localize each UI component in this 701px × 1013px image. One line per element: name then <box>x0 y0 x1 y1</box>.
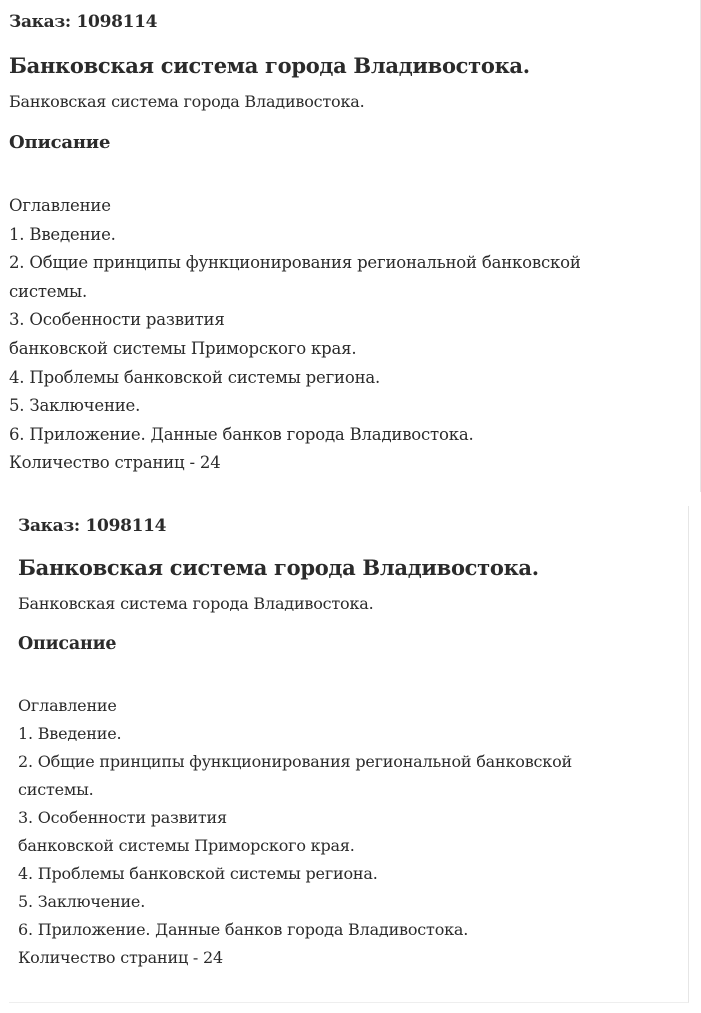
contents-line: банковской системы Приморского края. <box>9 338 357 358</box>
contents-line: банковской системы Приморского края. <box>18 836 355 855</box>
contents-line: 6. Приложение. Данные банков города Владивостока. <box>9 424 474 444</box>
order-title: Банковская система города Владивостока. <box>18 555 539 580</box>
contents-line: 2. Общие принципы функционирования региональной банковской <box>9 253 581 273</box>
order-card <box>0 0 701 492</box>
contents-line: Оглавление <box>18 696 117 715</box>
table-of-contents <box>18 692 572 972</box>
order-card <box>0 506 701 1013</box>
table-of-contents <box>9 192 581 478</box>
contents-line: 6. Приложение. Данные банков города Владивостока. <box>18 920 469 939</box>
page-count: Количество страниц - 24 <box>9 453 221 473</box>
order-number: Заказ: 1098114 <box>9 12 158 32</box>
description-heading: Описание <box>9 132 111 153</box>
order-number: Заказ: 1098114 <box>18 516 167 536</box>
contents-line: Оглавление <box>9 196 111 215</box>
contents-line: 5. Заключение. <box>9 396 141 416</box>
contents-line: системы. <box>18 780 94 799</box>
order-subtitle: Банковская система города Владивостока. <box>9 92 365 111</box>
contents-line: 1. Введение. <box>18 724 122 743</box>
contents-line: 1. Введение. <box>9 224 116 244</box>
contents-line: 4. Проблемы банковской системы региона. <box>18 864 378 883</box>
contents-line: 5. Заключение. <box>18 892 146 911</box>
order-subtitle: Банковская система города Владивостока. <box>18 594 374 613</box>
page-count: Количество страниц - 24 <box>18 948 223 967</box>
description-heading: Описание <box>18 634 117 654</box>
contents-line: 3. Особенности развития <box>18 808 227 827</box>
contents-line: 3. Особенности развития <box>9 310 225 330</box>
contents-line: системы. <box>9 281 87 301</box>
order-title: Банковская система города Владивостока. <box>9 53 530 78</box>
contents-line: 4. Проблемы банковской системы региона. <box>9 367 381 387</box>
contents-line: 2. Общие принципы функционирования региональной банковской <box>18 752 572 771</box>
